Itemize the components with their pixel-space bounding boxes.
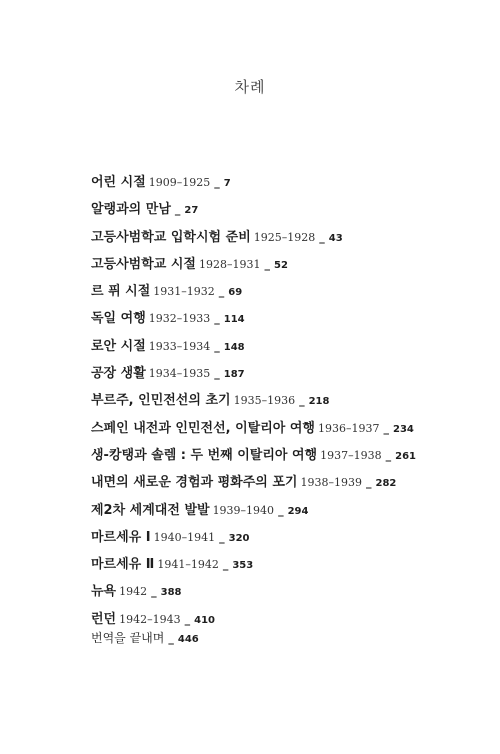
chapter-years: 1909–1925	[148, 176, 211, 189]
page-number: 69	[228, 287, 243, 299]
page-separator: _	[299, 394, 305, 408]
page-separator: _	[168, 632, 174, 645]
chapter-title: 런던	[91, 611, 117, 627]
page-number: 294	[287, 505, 309, 517]
toc-entry[interactable]	[91, 527, 416, 554]
chapter-years: 1937–1938	[320, 448, 382, 462]
page-separator: _	[222, 558, 229, 572]
page-number: 353	[232, 560, 254, 572]
chapter-title: 독일 여행	[91, 311, 146, 327]
chapter-years: 1934–1935	[148, 367, 211, 381]
page-separator: _	[278, 503, 284, 517]
page-separator: _	[218, 285, 225, 299]
page-separator: _	[365, 476, 372, 490]
chapter-years: 1933–1934	[148, 339, 211, 353]
page-number: 446	[177, 634, 199, 645]
page-separator: _	[214, 367, 220, 381]
toc-entry[interactable]	[91, 581, 416, 608]
page-separator: _	[319, 230, 325, 244]
page-number: 410	[194, 614, 215, 626]
page-title: 차례	[234, 78, 266, 96]
toc-entry[interactable]	[91, 390, 416, 417]
page-number: 261	[395, 450, 416, 462]
chapter-years: 1938–1939	[300, 476, 362, 490]
page-number: 187	[223, 369, 245, 381]
afterword-entry[interactable]	[91, 628, 199, 650]
page-separator: _	[214, 176, 220, 189]
chapter-years: 1939–1940	[212, 503, 275, 517]
page-number: 388	[160, 587, 182, 599]
chapter-title: 마르세유 Ⅱ	[91, 557, 155, 573]
page-separator: _	[214, 312, 220, 326]
toc-entry[interactable]	[91, 281, 416, 308]
page-number: 320	[228, 532, 250, 544]
chapter-years: 1940–1941	[153, 530, 216, 544]
chapter-title: 어린 시절	[91, 175, 146, 190]
chapter-years: 1928–1931	[199, 257, 261, 271]
page-number: 218	[308, 396, 330, 408]
toc-entry[interactable]	[91, 418, 416, 445]
toc-entry[interactable]	[91, 445, 416, 472]
chapter-title: 제2차 세계대전 발발	[91, 502, 210, 518]
afterword-title: 번역을 끝내며	[91, 631, 165, 645]
page-separator: _	[174, 203, 181, 217]
chapter-years: 1942	[119, 585, 148, 599]
chapter-title: 고등사범학교 입학시험 준비	[91, 229, 251, 245]
chapter-years: 1942–1943	[119, 612, 181, 626]
chapter-years: 1925–1928	[253, 230, 316, 244]
page-number: 114	[223, 314, 245, 326]
page-separator: _	[383, 421, 389, 435]
toc-entry[interactable]	[91, 254, 416, 281]
page-separator: _	[264, 257, 270, 271]
toc-entry[interactable]	[91, 227, 416, 254]
chapter-years: 1936–1937	[317, 421, 380, 435]
toc-entry[interactable]	[91, 199, 416, 226]
toc-entry[interactable]	[91, 472, 416, 499]
chapter-years: 1931–1932	[153, 285, 215, 299]
chapter-title: 르 퓌 시절	[91, 284, 151, 300]
page-number: 148	[223, 341, 245, 353]
toc-entry[interactable]	[91, 336, 416, 363]
chapter-title: 고등사범학교 시절	[91, 256, 196, 272]
chapter-years: 1932–1933	[148, 312, 211, 326]
chapter-title: 내면의 새로운 경험과 평화주의 포기	[91, 475, 298, 491]
page-number: 43	[328, 232, 343, 244]
page-separator: _	[214, 339, 220, 353]
chapter-years: 1935–1936	[233, 394, 296, 408]
chapter-title: 생-캉탱과 솔렘 : 두 번째 이탈리아 여행	[91, 447, 318, 463]
page-number: 27	[184, 205, 199, 217]
chapter-title: 마르세유 Ⅰ	[91, 529, 151, 545]
page-separator: _	[184, 612, 191, 626]
chapter-title: 알랭과의 만남	[91, 202, 171, 218]
page-separator: _	[385, 448, 392, 462]
toc-entry[interactable]	[91, 363, 416, 390]
chapter-title: 로안 시절	[91, 338, 146, 354]
page-number: 282	[375, 478, 397, 490]
chapter-years: 1941–1942	[157, 558, 219, 572]
toc-entry[interactable]	[91, 500, 416, 527]
page-separator: _	[151, 585, 157, 599]
table-of-contents	[91, 172, 416, 636]
chapter-title: 뉴욕	[91, 584, 117, 600]
toc-entry[interactable]	[91, 308, 416, 335]
page-number: 7	[223, 178, 231, 189]
page-separator: _	[219, 530, 225, 544]
chapter-title: 스페인 내전과 인민전선, 이탈리아 여행	[91, 420, 315, 436]
toc-entry[interactable]	[91, 554, 416, 581]
chapter-title: 공장 생활	[91, 366, 146, 382]
chapter-title: 부르주, 인민전선의 초기	[91, 393, 231, 409]
page-number: 52	[274, 259, 288, 271]
toc-entry[interactable]	[91, 172, 416, 199]
page-number: 234	[392, 423, 414, 435]
